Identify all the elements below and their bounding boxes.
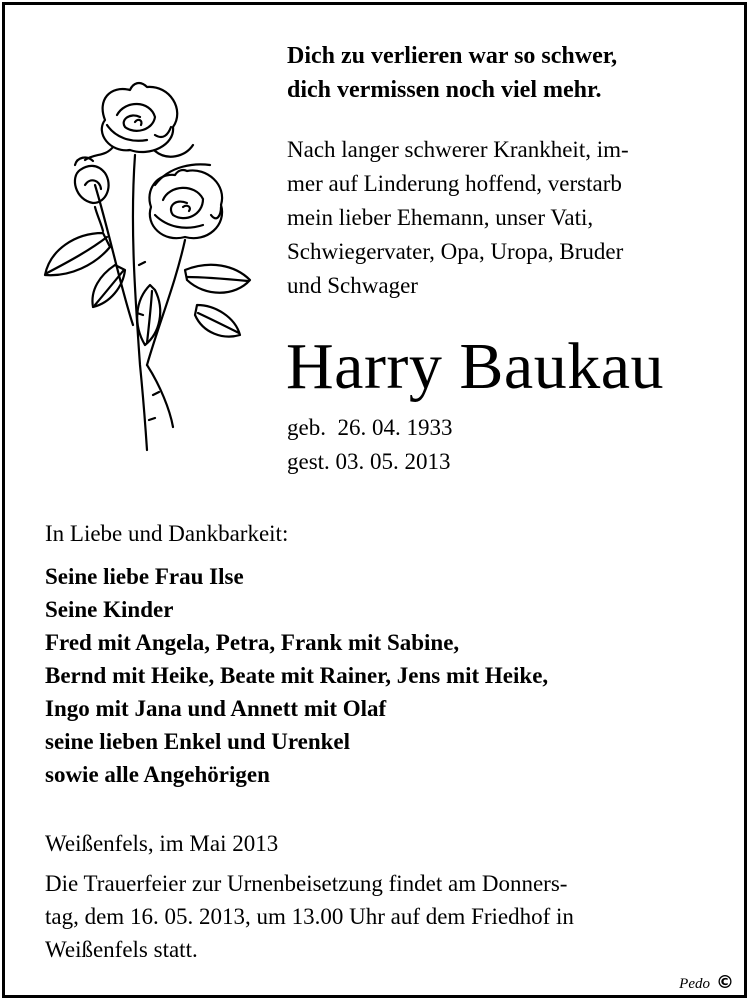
place-date: Weißenfels, im Mai 2013: [45, 831, 279, 856]
signature-text: Pedo: [679, 976, 710, 992]
motto-line: dich vermissen noch viel mehr.: [287, 77, 602, 103]
mourner-line: Bernd mit Heike, Beate mit Rainer, Jens mit Heike,: [45, 663, 549, 688]
life-dates: [287, 411, 452, 479]
mourner-line: seine lieben Enkel und Urenkel: [45, 729, 351, 754]
mourner-line: Fred mit Angela, Petra, Frank mit Sabine,: [45, 630, 460, 655]
motto-line: Dich zu verlieren war so schwer,: [287, 43, 618, 69]
intro-line: und Schwager: [287, 273, 418, 298]
intro-line: Schwiegervater, Opa, Uropa, Bruder: [287, 239, 624, 264]
intro-line: Nach langer schwerer Krankheit, im-: [287, 137, 629, 162]
ceremony-line: tag, dem 16. 05. 2013, um 13.00 Uhr auf dem Friedhof in: [45, 904, 574, 929]
ceremony-line: Die Trauerfeier zur Urnenbeisetzung findet am Donners-: [45, 871, 568, 896]
intro-line: mein lieber Ehemann, unser Vati,: [287, 205, 594, 230]
ceremony-line: Weißenfels statt.: [45, 937, 198, 962]
designer-signature: [679, 972, 734, 993]
copyright-icon: ©: [716, 972, 734, 993]
mourner-line: Seine Kinder: [45, 597, 174, 622]
birth-date: geb. 26. 04. 1933: [287, 415, 453, 440]
gratitude-line: In Liebe und Dankbarkeit:: [45, 521, 289, 546]
obituary-frame: [2, 2, 747, 998]
death-date: gest. 03. 05. 2013: [287, 449, 451, 474]
deceased-name: Harry Baukau: [286, 330, 665, 403]
rose-icon: [35, 65, 275, 465]
intro-line: mer auf Linderung hoffend, verstarb: [287, 171, 622, 196]
mourner-line: Ingo mit Jana und Annett mit Olaf: [45, 696, 387, 721]
mourner-line: sowie alle Angehörigen: [45, 762, 270, 787]
mourner-line: Seine liebe Frau Ilse: [45, 564, 244, 589]
motto: [287, 39, 617, 107]
ceremony-notice: [45, 867, 574, 966]
intro-text: [287, 133, 629, 303]
mourners-list: [45, 560, 548, 791]
